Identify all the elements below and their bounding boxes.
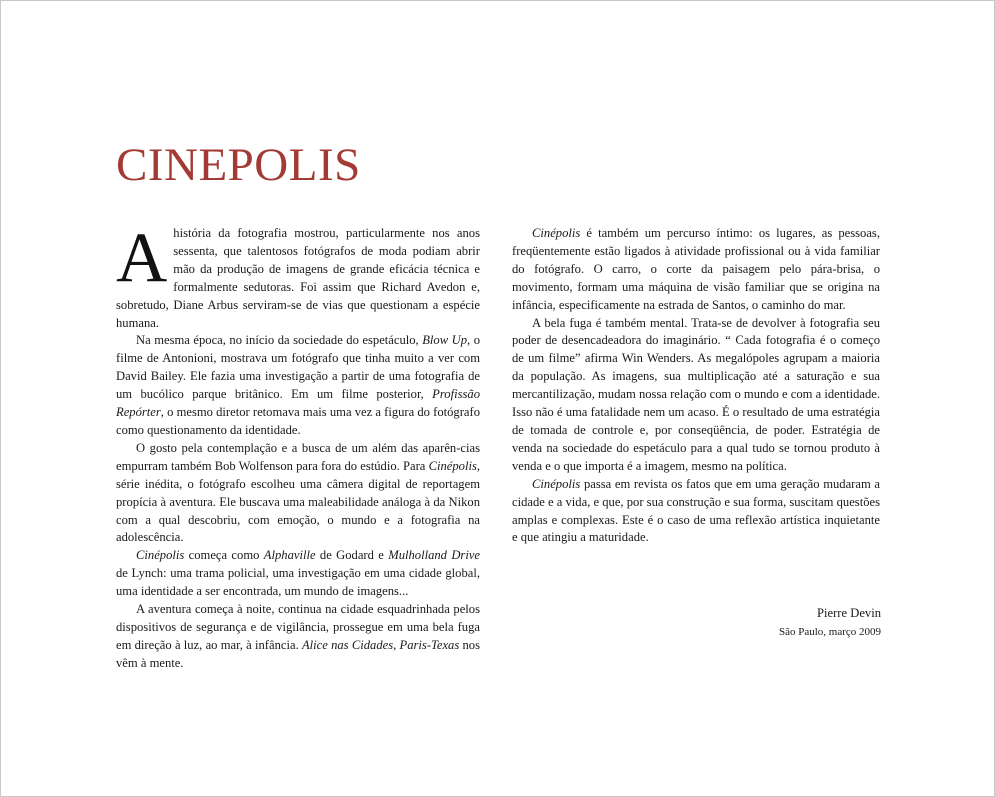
place-date: São Paulo, março 2009 <box>778 626 881 638</box>
text-run: , série inédita, o fotógrafo escolheu uma câmera digital de reportagem propícia à aventura. Ele buscava uma maleabilidade análoga à da Nikon com a qual descobriu, com emoção, o mundo e a fotografia na adolescência. <box>116 458 480 545</box>
paragraph-1 <box>116 219 480 332</box>
paragraph-2 <box>116 332 480 439</box>
text-run: , o mesmo diretor retomava mais uma vez a figura do fotógrafo como questionamento da identidade. <box>116 405 480 437</box>
film-title: Paris-Texas <box>399 637 460 652</box>
text-run: , o filme de Antonioni, mostrava um fotógrafo que tinha muito a ver com David Bailey. Ele fazia uma investigação a partir de uma fotografia de um bucólico parque britânico. Em um filme posterior, <box>116 333 481 402</box>
paragraph-5 <box>116 601 480 673</box>
paragraph-4 <box>116 547 480 601</box>
film-title: Mulholland Drive <box>388 548 480 563</box>
paragraph-7: A bela fuga é também mental. Trata-se de devolver à fotografia seu poder de desencadeadora do imaginário. “ Cada fotografia é o começo de um filme” afirma Win Wenders. As megalópoles agrupam a maioria da população. As imagens, sua multiplicação até a saturação e sua mercantilização, mudam nossa relação com o mundo e com a identidade. Isso não é uma fatalidade nem um acaso. É o resultado de uma estratégia de tomada de controle e, por conseqüência, de poder. Estratégia de venda na sociedade do espetáculo para a qual tudo se tornou produto à venda e o que importa é a imagem, mesmo na política. <box>512 315 880 473</box>
paragraph-6 <box>512 225 880 315</box>
text-run: Na mesma época, no início da sociedade do espetáculo, <box>136 333 423 348</box>
film-title: Alice nas Cidades <box>301 637 394 652</box>
series-title: Cinépolis <box>532 476 581 491</box>
text-run: de Lynch: uma trama policial, uma investigação em uma cidade global, uma identidade a ser encontrada, um mundo de imagens... <box>116 566 480 599</box>
film-title: Blow Up <box>422 333 468 348</box>
text-run: nos vêm à mente. <box>116 637 480 670</box>
series-title: Cinépolis <box>532 226 581 240</box>
series-title: Cinépolis <box>428 458 477 473</box>
paragraph-1-text: história da fotografia mostrou, particularmente nos anos sessenta, que talentosos fotógrafos de moda podiam abrir mão da produção de imagens de grande eficácia técnica e formalmente sedutoras. Foi assim que Richard Avedon e, sobretudo, Diane Arbus serviram-se de vias que questionam a espécie humana. <box>116 226 480 330</box>
left-column <box>116 219 481 673</box>
signature-block <box>779 604 881 642</box>
text-run: , <box>393 637 400 652</box>
text-run: passa em revista os fatos que em uma geração mudaram a cidade e a vida, e que, por sua construção e sua forma, suscitam questões amplas e complexas. Este é o caso de uma reflexão artística inquietante e que atingiu a maturidade. <box>512 476 880 545</box>
film-title: Alphaville <box>263 548 316 563</box>
text-run: de Godard e <box>315 548 389 563</box>
text-run: começa como <box>184 548 264 563</box>
series-title: Cinépolis <box>136 548 185 563</box>
drop-cap: A <box>116 219 168 297</box>
right-column <box>512 225 880 547</box>
text-run: O gosto pela contemplação e a busca de um além das aparên-cias empurram também Bob Wolfenson para fora do estúdio. Para <box>116 440 480 473</box>
paragraph-3 <box>116 440 480 547</box>
author-name: Pierre Devin <box>817 606 881 620</box>
film-title: Profissão Repórter <box>116 387 480 420</box>
page-title: CINEPOLIS <box>116 139 361 192</box>
text-run: é também um percurso íntimo: os lugares, as pessoas, freqüentemente estão ligados à atividade profissional ou à vida familiar do fotógrafo. O carro, o corte da paisagem pelo pára-brisa, o movimento, formam uma máquina de visão familiar que se origina na infância, especificamente na estrada de Santos, o caminho do mar. <box>512 226 880 312</box>
paragraph-8 <box>512 476 880 548</box>
text-run: A aventura começa à noite, continua na cidade esquadrinhada pelos dispositivos de segurança e de vigilância, prossegue em uma bela fuga em direção à luz, ao mar, à infância. <box>116 602 480 652</box>
